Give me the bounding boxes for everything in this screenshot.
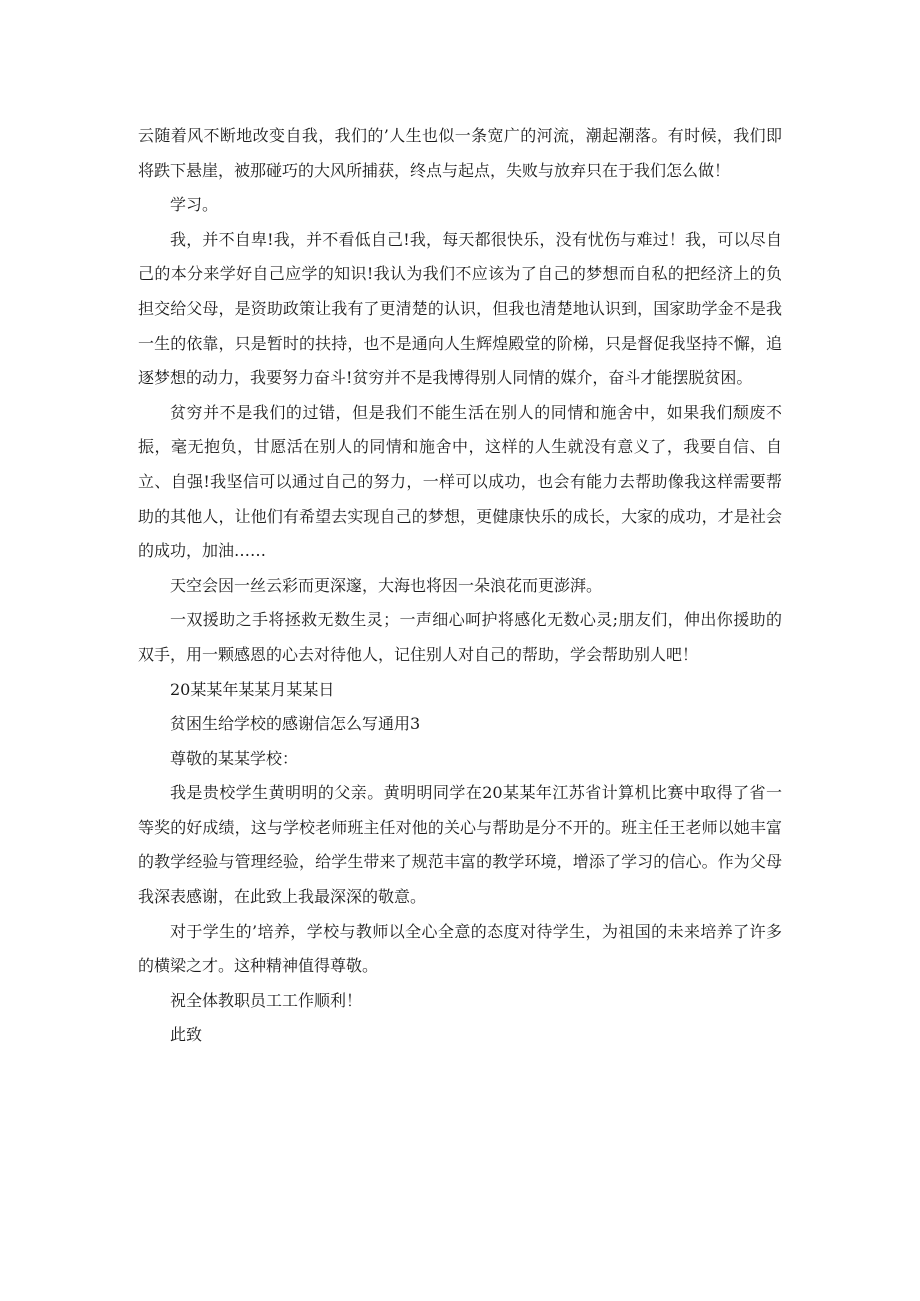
paragraph-sky-sea: 天空会因一丝云彩而更深邃，大海也将因一朵浪花而更澎湃。 — [170, 575, 603, 595]
paragraph-poverty: 贫穷并不是我们的过错，但是我们不能生活在别人的同情和施舍中，如果我们颓废不振，毫无抱负，甘愿活在别人的同情和施舍中，这样的人生就没有意义了，我要自信、自立、自强!我坚信可以通过自己的努力，一样可以成功，也会有能力去帮助像我这样需要帮助的其他人，让他们有希望去实现自己的梦想，更健康快乐的成长，大家的成功，才是社会的成功，加油…… — [138, 402, 782, 561]
paragraph-school-praise: 对于学生的’培养，学校与教师以全心全意的态度对待学生，为祖国的未来培养了许多的横梁之才。这种精神值得尊敬。 — [138, 921, 782, 976]
paragraph-continuation: 云随着风不断地改变自我，我们的’人生也似一条宽广的河流，潮起潮落。有时候，我们即将跌下悬崖，被那碰巧的大风所捕获，终点与起点，失败与放弃只在于我们怎么做！ — [138, 126, 782, 180]
section-title: 贫困生给学校的感谢信怎么写通用3 — [170, 714, 421, 734]
paragraph-study: 学习。 — [170, 195, 219, 215]
letter-salutation: 尊敬的某某学校： — [170, 748, 299, 768]
paragraph-self-confidence: 我，并不自卑!我，并不看低自己!我，每天都很快乐，没有忧伤与难过！我，可以尽自己的本分来学好自己应学的知识!我认为我们不应该为了自己的梦想而自私的把经济上的负担交给父母，是资助政策让我有了更清楚的认识，但我也清楚地认识到，国家助学金不是我一生的依靠，只是暂时的扶持，也不是通向人生辉煌殿堂的阶梯，只是督促我坚持不懈，追逐梦想的动力，我要努力奋斗!贫穷并不是我博得别人同情的媒介，奋斗才能摆脱贫困。 — [138, 229, 782, 388]
letter-wish: 祝全体教职员工工作顺利！ — [170, 990, 363, 1010]
paragraph-father-thanks: 我是贵校学生黄明明的父亲。黄明明同学在20某某年江苏省计算机比赛中取得了省一等奖的好成绩，这与学校老师班主任对他的关心与帮助是分不开的。班主任王老师以她丰富的教学经验与管理经验，给学生带来了规范丰富的教学环境，增添了学习的信心。作为父母我深表感谢，在此致上我最深深的敬意。 — [138, 783, 782, 907]
letter-date: 20某某年某某月某某日 — [170, 679, 335, 699]
letter-closing: 此致 — [170, 1025, 203, 1045]
paragraph-helping-hand: 一双援助之手将拯救无数生灵；一声细心呵护将感化无数心灵;朋友们，伸出你援助的双手，用一颗感恩的心去对待他人，记住别人对自己的帮助，学会帮助别人吧！ — [138, 610, 782, 664]
document-body — [138, 119, 782, 1053]
